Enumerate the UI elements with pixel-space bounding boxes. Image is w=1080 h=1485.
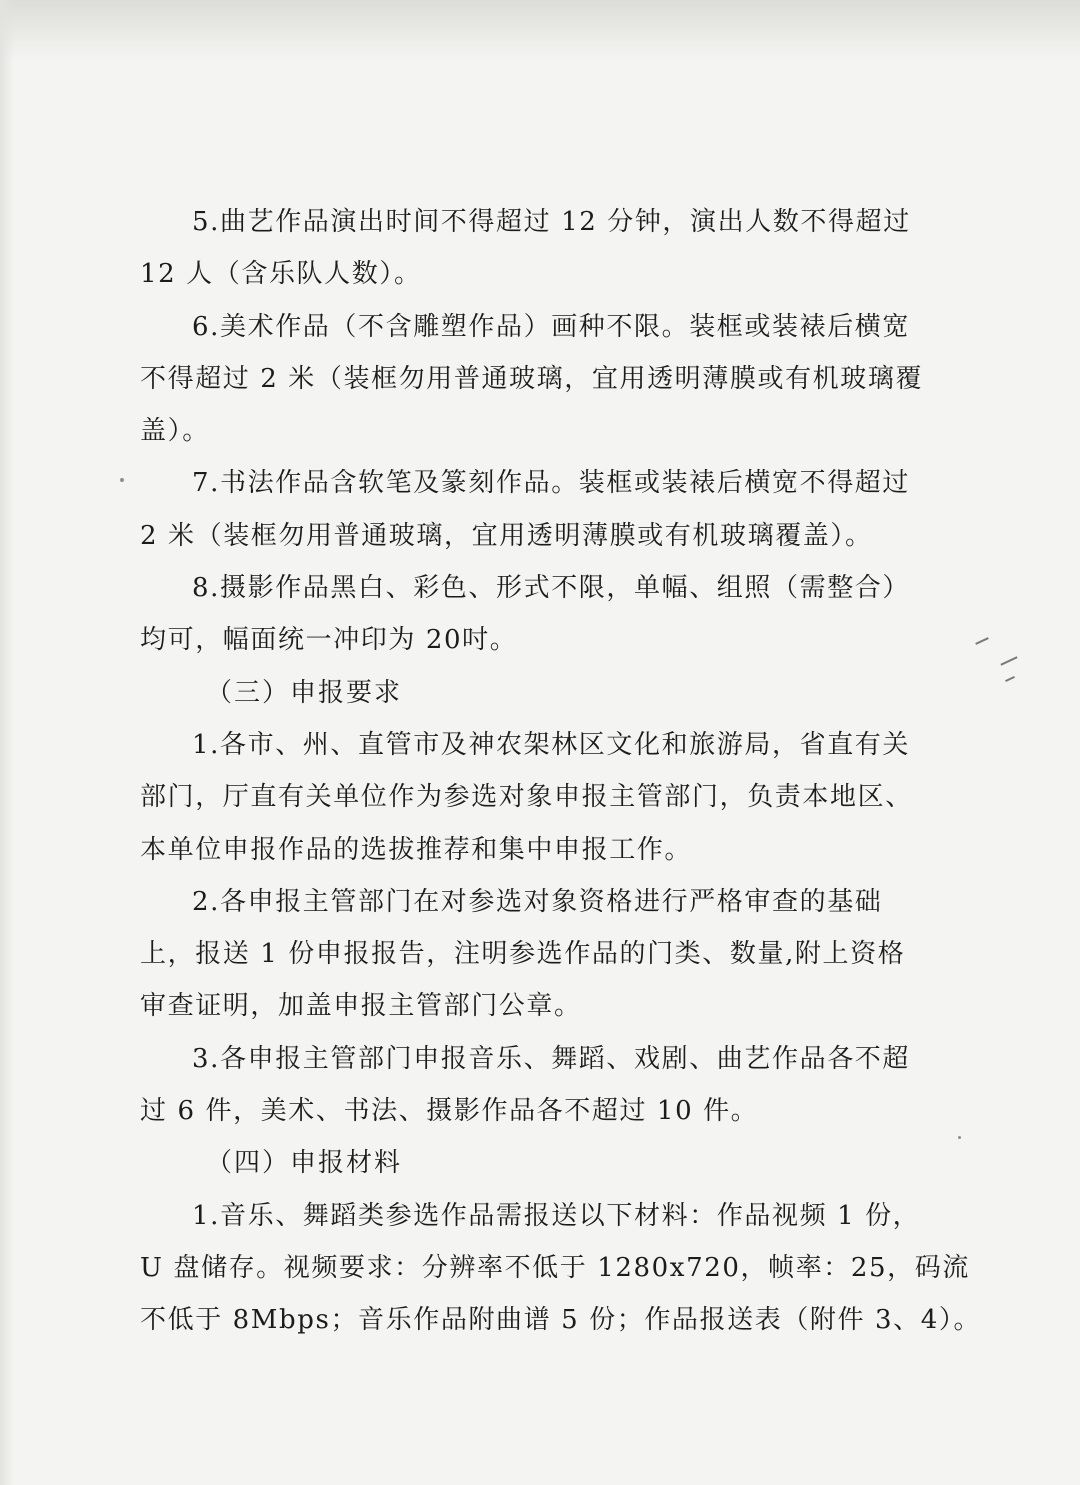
text-line: 2 米（装框勿用普通玻璃，宜用透明薄膜或有机玻璃覆盖）。	[140, 520, 873, 551]
text-line: 1.各市、州、直管市及神农架林区文化和旅游局，省直有关	[192, 729, 911, 760]
section-heading: （三）申报要求	[206, 677, 403, 708]
scan-top-shadow	[0, 0, 1080, 60]
text-line: 12 人（含乐队人数）。	[140, 259, 422, 290]
text-line: 2.各申报主管部门在对参选对象资格进行严格审查的基础	[192, 886, 883, 917]
scan-speck	[958, 1136, 961, 1139]
scan-speck	[120, 478, 124, 482]
text-line: 8.摄影作品黑白、彩色、形式不限，单幅、组照（需整合）	[192, 573, 911, 604]
text-line: U 盘储存。视频要求：分辨率不低于 1280x720，帧率：25，码流	[140, 1252, 970, 1283]
document-body	[140, 196, 982, 1347]
text-line: 1.音乐、舞蹈类参选作品需报送以下材料：作品视频 1 份，	[192, 1200, 921, 1231]
scan-mark	[975, 637, 989, 645]
scan-mark	[1005, 676, 1015, 682]
text-line: 均可，幅面统一冲印为 20吋。	[140, 625, 518, 656]
text-line: 上，报送 1 份申报报告，注明参选作品的门类、数量,附上资格	[140, 939, 906, 970]
section-heading: （四）申报材料	[206, 1148, 403, 1179]
text-line: 审查证明，加盖申报主管部门公章。	[140, 991, 582, 1022]
text-line: 3.各申报主管部门申报音乐、舞蹈、戏剧、曲艺作品各不超	[192, 1043, 911, 1074]
text-line: 不低于 8Mbps；音乐作品附曲谱 5 份；作品报送表（附件 3、4）。	[140, 1305, 982, 1336]
text-line: 过 6 件，美术、书法、摄影作品各不超过 10 件。	[140, 1096, 759, 1127]
scan-mark	[1000, 656, 1017, 665]
text-line: 盖）。	[140, 416, 210, 447]
text-line: 7.书法作品含软笔及篆刻作品。装框或装裱后横宽不得超过	[192, 468, 911, 499]
scan-left-shadow	[0, 0, 14, 1485]
text-line: 6.美术作品（不含雕塑作品）画种不限。装框或装裱后横宽	[192, 311, 911, 342]
text-line: 5.曲艺作品演出时间不得超过 12 分钟，演出人数不得超过	[192, 207, 911, 237]
text-line: 部门，厅直有关单位作为参选对象申报主管部门，负责本地区、	[140, 782, 913, 813]
text-line: 不得超过 2 米（装框勿用普通玻璃，宜用透明薄膜或有机玻璃覆	[140, 363, 924, 394]
text-line: 本单位申报作品的选拔推荐和集中申报工作。	[140, 834, 693, 865]
